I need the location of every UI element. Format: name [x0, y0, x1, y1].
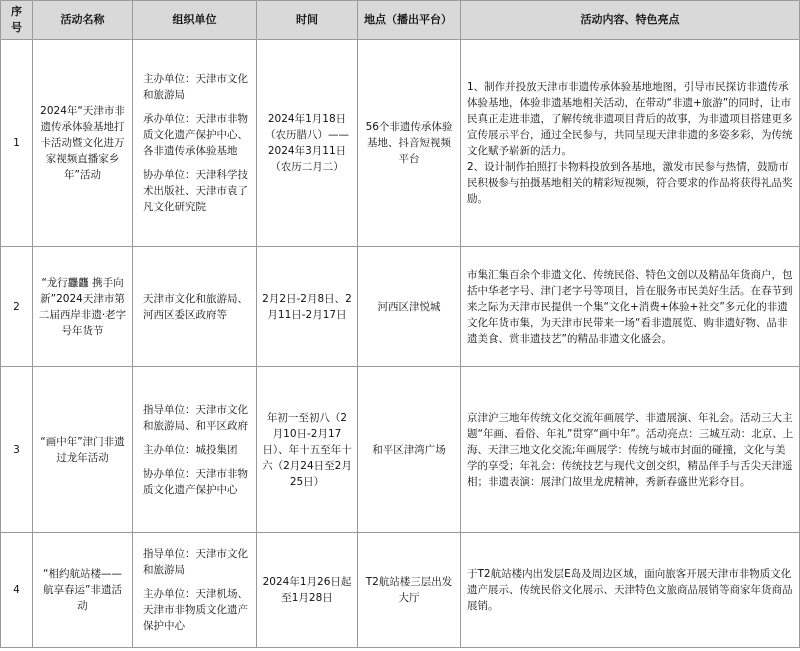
cell-time: 2024年1月18日（农历腊八）——2024年3月11日（农历二月二） — [257, 40, 358, 247]
content-paragraph: 于T2航站楼内出发层E岛及周边区域，面向旅客开展天津市非物质文化遗产展示、传统民俗文化展示、天津特色文旅商品展销等商家年货商品展销。 — [467, 568, 793, 612]
org-line: 主办单位：城投集团 — [143, 443, 238, 456]
content-paragraph: 市集汇集百余个非遗文化、传统民俗、特色文创以及精品年货商户，包括中华老字号、津门老字号等项目，旨在服务市民美好生活。在春节到来之际为天津市民提供一个集“文化+消费+体验+社交”多元化的非遗文化年货市集，为天津市民带来一场“看非遗展览、购非遗好物、品非遗美食、赏非遗技艺”的精品非遗文化盛会。 — [467, 268, 793, 345]
cell-time: 年初一至初八（2月10日-2月17日）、年十五至年十六（2月24日至2月25日） — [257, 367, 358, 533]
content-paragraph: 京津沪三地年传统文化交流年画展学、非遗展演、年礼会。活动三大主题“年画、看俗、年礼”贯穿“画中年”。活动亮点：三城互动：北京、上海、天津三地文化交流;年画展学：传统与城市封面的碰撞，文化与美学的享受；年礼会：传统技艺与现代文创交织，精品伴手与舌尖天津遥相；非遗表演：展津门故里龙虎精神，秀新春盛世光彩夺目。 — [467, 411, 794, 488]
cell-content — [461, 367, 800, 533]
header-seq: 序号 — [1, 1, 33, 40]
table-row — [1, 367, 800, 533]
cell-seq: 2 — [1, 247, 33, 367]
cell-name: “龙行龘龘 携手向新”2024天津市第二届西岸非遗·老字号年货节 — [33, 247, 133, 367]
cell-place: 56个非遗传承体验基地、抖音短视频平台 — [358, 40, 461, 247]
table-row — [1, 247, 800, 367]
org-line: 指导单位：天津市文化和旅游局 — [143, 548, 248, 576]
header-content: 活动内容、特色亮点 — [461, 1, 800, 40]
cell-org — [133, 533, 257, 648]
cell-time: 2024年1月26日起至1月28日 — [257, 533, 358, 648]
table-row — [1, 533, 800, 648]
cell-place: 和平区津湾广场 — [358, 367, 461, 533]
cell-seq: 3 — [1, 367, 33, 533]
header-name: 活动名称 — [33, 1, 133, 40]
cell-org — [133, 40, 257, 247]
org-line: 主办单位：天津市文化和旅游局 — [143, 73, 248, 101]
table-row — [1, 40, 800, 247]
cell-name: 2024年“天津市非遗传承体验基地打卡活动暨文化进万家视频直播家乡年”活动 — [33, 40, 133, 247]
cell-place: 河西区津悦城 — [358, 247, 461, 367]
cell-content — [461, 40, 800, 247]
cell-org — [133, 247, 257, 367]
cell-name: “相约航站楼——航享春运”非遗活动 — [33, 533, 133, 648]
cell-content — [461, 533, 800, 648]
cell-place: T2航站楼三层出发大厅 — [358, 533, 461, 648]
org-line: 协办单位：天津市非物质文化遗产保护中心 — [143, 467, 248, 496]
content-paragraph: 1、制作并投放天津市非遗传承体验基地地图，引导市民探访非遗传承体验基地，体验非遗基地相关活动，在带动“非遗+旅游”的同时，让市民真正走进非遗，了解传统非遗项目背后的故事，为非遗项目搭建更多宣传展示平台，通过全民参与，共同呈现天津非遗的多姿多彩，为传统文化赋予崭新的活力。 — [467, 81, 793, 157]
org-line: 协办单位：天津科学技术出版社、天津市袁了凡文化研究院 — [143, 169, 248, 213]
cell-seq: 1 — [1, 40, 33, 247]
org-line: 指导单位：天津市文化和旅游局、和平区政府 — [143, 403, 248, 432]
cell-content — [461, 247, 800, 367]
header-time: 时间 — [257, 1, 358, 40]
header-place: 地点（播出平台） — [358, 1, 461, 40]
cell-name: “画中年”津门非遗过龙年活动 — [33, 367, 133, 533]
header-row — [1, 1, 800, 40]
header-org: 组织单位 — [133, 1, 257, 40]
content-paragraph: 2、设计制作拍照打卡物料投放到各基地，激发市民参与热情，鼓励市民积极参与拍摄基地相关的精彩短视频，符合要求的作品将获得礼品奖励。 — [467, 161, 793, 205]
cell-org — [133, 367, 257, 533]
cell-time: 2月2日-2月8日、2月11日-2月17日 — [257, 247, 358, 367]
org-line: 承办单位：天津市非物质文化遗产保护中心、各非遗传承体验基地 — [143, 113, 248, 157]
org-line: 天津市文化和旅游局、河西区委区政府等 — [143, 292, 248, 321]
cell-seq: 4 — [1, 533, 33, 648]
org-line: 主办单位：天津机场、天津市非物质文化遗产保护中心 — [143, 588, 248, 632]
